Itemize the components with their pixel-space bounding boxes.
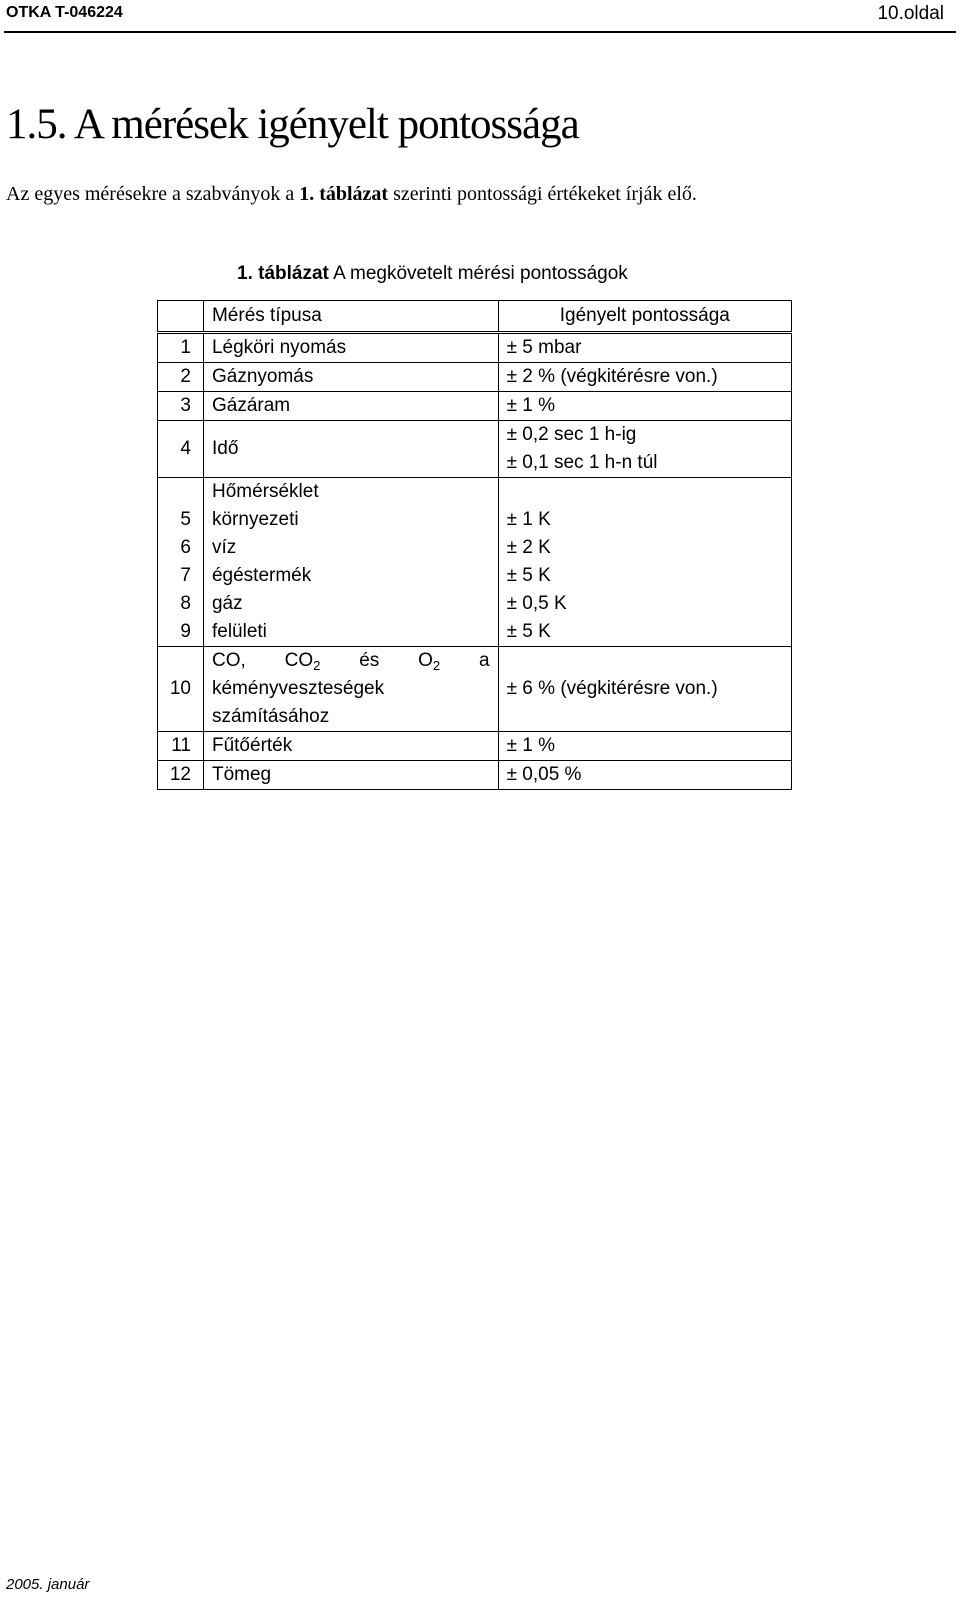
row-number: 7: [180, 565, 191, 586]
header-divider: [4, 31, 956, 33]
precision-table: [157, 300, 792, 790]
table-row: [158, 732, 792, 761]
row-type: [203, 647, 498, 732]
table-row: [158, 392, 792, 421]
row-type-line: számításához: [211, 706, 330, 727]
row-precision: ± 2 % (végkitérésre von.): [498, 363, 791, 392]
row-type-line: kéményveszteségek: [211, 678, 385, 699]
row-number: 12: [158, 761, 204, 790]
intro-text-before: Az egyes mérésekre a szabványok a: [6, 183, 300, 205]
row-type: Gázáram: [203, 392, 498, 421]
precision-line: ± 0,1 sec 1 h-n túl: [506, 452, 658, 473]
row-type: Tömeg: [203, 761, 498, 790]
row-type: felületi: [211, 621, 267, 642]
table-caption: [237, 263, 628, 285]
intro-text-after: szerinti pontossági értékeket írják elő.: [388, 183, 697, 205]
intro-paragraph: [6, 182, 697, 206]
row-type: Idő: [203, 421, 498, 478]
row-type-line: CO, $CO_2$ és $O_2$ a: [211, 650, 490, 673]
row-numbers: [158, 478, 204, 647]
precision-line: ± 0,2 sec 1 h-ig: [506, 424, 637, 445]
row-precision: ± 6 % (végkitérésre von.): [498, 647, 791, 732]
intro-table-reference: 1. táblázat: [299, 183, 389, 205]
row-type: környezeti: [211, 509, 299, 530]
row-number: 11: [158, 732, 204, 761]
row-precision: [498, 421, 791, 478]
row-type: Fűtőérték: [203, 732, 498, 761]
table-row-group-temperature: [158, 478, 792, 647]
row-number: 9: [180, 621, 191, 642]
table-row: [158, 421, 792, 478]
row-number: 5: [180, 509, 191, 530]
table-row: [158, 333, 792, 363]
row-precisions: [498, 478, 791, 647]
row-type: Gáznyomás: [203, 363, 498, 392]
row-precision: ± 2 K: [506, 537, 551, 558]
row-precision: ± 0,05 %: [498, 761, 791, 790]
row-type: víz: [211, 537, 237, 558]
row-precision: ± 0,5 K: [506, 593, 567, 614]
header-cell-precision: Igényelt pontossága: [498, 301, 791, 333]
footer-date: 2005. január: [6, 1576, 90, 1593]
row-precision: ± 1 K: [506, 509, 551, 530]
row-precision: ± 5 mbar: [498, 333, 791, 363]
row-precision: ± 5 K: [506, 565, 551, 586]
row-number: 4: [158, 421, 204, 478]
section-title: 1.5. A mérések igényelt pontossága: [6, 101, 579, 148]
row-types: [203, 478, 498, 647]
table-row: [158, 363, 792, 392]
row-number: 3: [158, 392, 204, 421]
row-number: 10: [158, 647, 204, 732]
row-number: 8: [180, 593, 191, 614]
table-caption-text: A megkövetelt mérési pontosságok: [328, 263, 628, 284]
table-header-row: [158, 301, 792, 333]
row-type: égéstermék: [211, 565, 312, 586]
row-number: 6: [180, 537, 191, 558]
table-row: [158, 761, 792, 790]
header-cell-number: [158, 301, 204, 333]
page-number: 10.oldal: [877, 3, 944, 24]
row-precision: ± 1 %: [498, 392, 791, 421]
row-number: 1: [158, 333, 204, 363]
table-row: [158, 647, 792, 732]
header-cell-type: Mérés típusa: [203, 301, 498, 333]
row-precision: ± 1 %: [498, 732, 791, 761]
group-title: Hőmérséklet: [211, 481, 319, 502]
table-caption-number: 1. táblázat: [237, 263, 329, 284]
row-type: gáz: [211, 593, 243, 614]
row-number: 2: [158, 363, 204, 392]
row-precision: ± 5 K: [506, 621, 551, 642]
row-type: Légköri nyomás: [203, 333, 498, 363]
document-id: OTKA T-046224: [6, 4, 123, 21]
